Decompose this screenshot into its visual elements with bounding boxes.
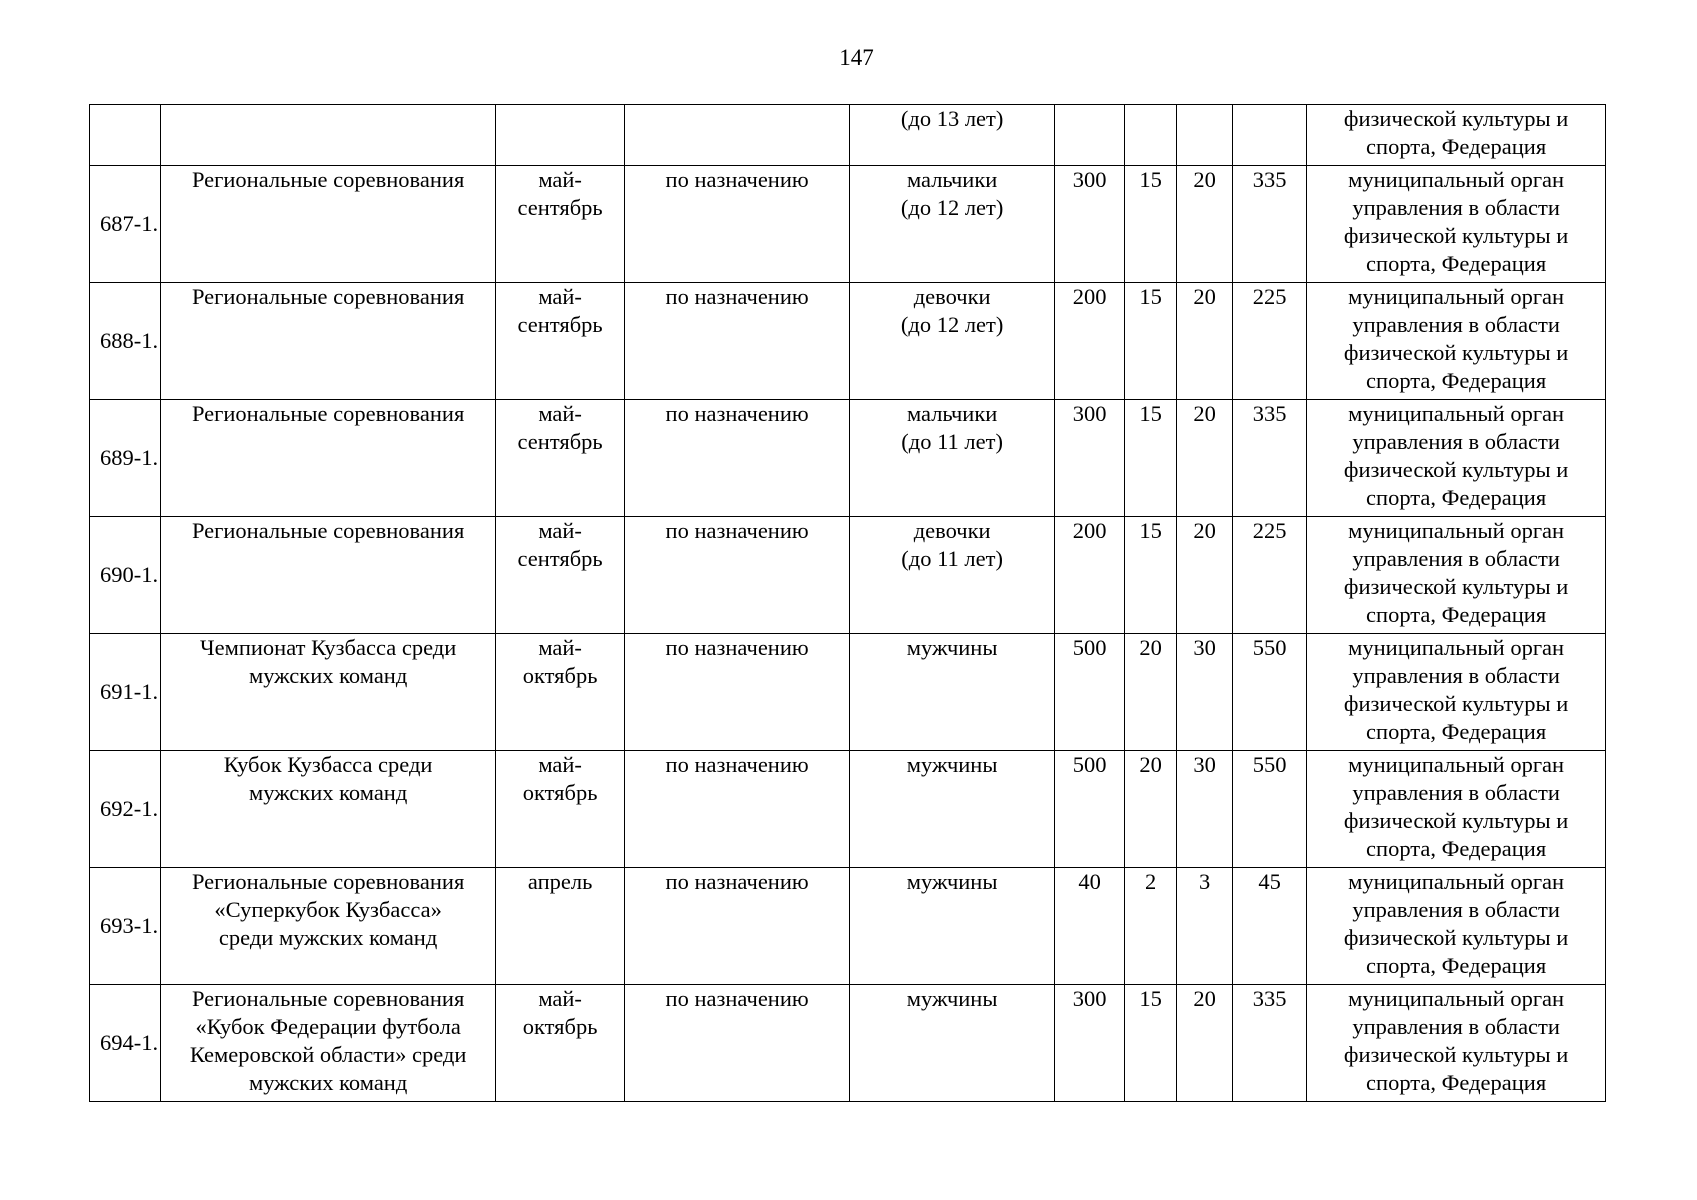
cell-num <box>90 105 161 166</box>
event-organizer <box>1307 517 1606 634</box>
name-line: Региональные соревнования <box>191 284 465 309</box>
name-line: Кубок Кузбасса среди <box>223 752 433 777</box>
event-place: по назначению <box>625 283 850 400</box>
organizer-line: спорта, Федерация <box>1366 953 1547 978</box>
organizer-line: управления в области <box>1352 897 1560 922</box>
event-period <box>496 166 625 283</box>
event-place: по назначению <box>625 400 850 517</box>
event-organizer <box>1307 283 1606 400</box>
event-period <box>496 985 625 1102</box>
count-total: 45 <box>1233 868 1307 985</box>
cell-place <box>625 105 850 166</box>
event-name <box>161 517 496 634</box>
page-number: 147 <box>839 45 874 70</box>
count-1: 300 <box>1055 400 1125 517</box>
count-3: 20 <box>1177 985 1233 1102</box>
row-number: 694-1. <box>90 985 161 1102</box>
participants-line: (до 11 лет) <box>901 546 1003 571</box>
count-3: 20 <box>1177 400 1233 517</box>
count-total: 335 <box>1233 985 1307 1102</box>
event-participants <box>850 751 1055 868</box>
participants-line: мужчины <box>906 635 998 660</box>
cell-organizer <box>1307 105 1606 166</box>
period-line: октябрь <box>522 1014 598 1039</box>
table-row-continued <box>90 105 1606 166</box>
event-place: по назначению <box>625 166 850 283</box>
organizer-line: спорта, Федерация <box>1366 485 1547 510</box>
organizer-line: муниципальный орган <box>1348 284 1565 309</box>
table-row <box>90 517 1606 634</box>
organizer-line: спорта, Федерация <box>1366 368 1547 393</box>
organizer-line: физической культуры и <box>1343 223 1569 248</box>
count-1: 500 <box>1055 634 1125 751</box>
organizer-line: физической культуры и <box>1343 340 1569 365</box>
organizer-line: муниципальный орган <box>1348 869 1565 894</box>
event-name <box>161 868 496 985</box>
organizer-line: физической культуры и <box>1343 925 1569 950</box>
event-participants <box>850 868 1055 985</box>
organizer-line: муниципальный орган <box>1348 986 1565 1011</box>
count-2: 15 <box>1125 517 1177 634</box>
event-participants <box>850 517 1055 634</box>
organizer-line: спорта, Федерация <box>1366 719 1547 744</box>
event-period <box>496 868 625 985</box>
name-line: Региональные соревнования <box>191 518 465 543</box>
event-period <box>496 283 625 400</box>
name-line: среди мужских команд <box>218 925 438 950</box>
count-2: 20 <box>1125 751 1177 868</box>
organizer-line: управления в области <box>1352 312 1560 337</box>
event-participants <box>850 985 1055 1102</box>
organizer-line: физической культуры и <box>1343 808 1569 833</box>
organizer-line: муниципальный орган <box>1348 635 1565 660</box>
name-line: Региональные соревнования <box>191 869 465 894</box>
cell-period <box>496 105 625 166</box>
participants-line: девочки <box>913 518 991 543</box>
organizer-line: муниципальный орган <box>1348 401 1565 426</box>
count-1: 500 <box>1055 751 1125 868</box>
organizer-line: управления в области <box>1352 780 1560 805</box>
name-line: Региональные соревнования <box>191 167 465 192</box>
event-name <box>161 634 496 751</box>
count-3: 30 <box>1177 751 1233 868</box>
event-period <box>496 400 625 517</box>
count-1: 40 <box>1055 868 1125 985</box>
period-line: апрель <box>527 869 593 894</box>
event-organizer <box>1307 634 1606 751</box>
table-row <box>90 985 1606 1102</box>
period-line: май- <box>538 401 582 426</box>
count-2: 15 <box>1125 985 1177 1102</box>
event-participants <box>850 283 1055 400</box>
organizer-line: управления в области <box>1352 195 1560 220</box>
event-organizer <box>1307 985 1606 1102</box>
event-participants <box>850 400 1055 517</box>
count-total: 550 <box>1233 634 1307 751</box>
event-name <box>161 751 496 868</box>
organizer-line: спорта, Федерация <box>1366 836 1547 861</box>
count-3: 20 <box>1177 517 1233 634</box>
event-participants <box>850 166 1055 283</box>
count-2: 15 <box>1125 283 1177 400</box>
count-total: 225 <box>1233 517 1307 634</box>
organizer-line: управления в области <box>1352 663 1560 688</box>
table-row <box>90 400 1606 517</box>
count-total: 335 <box>1233 166 1307 283</box>
table-row <box>90 751 1606 868</box>
period-line: май- <box>538 167 582 192</box>
cell-c3 <box>1177 105 1233 166</box>
name-line: «Кубок Федерации футбола <box>195 1014 461 1039</box>
event-place: по назначению <box>625 868 850 985</box>
table-row <box>90 868 1606 985</box>
count-total: 550 <box>1233 751 1307 868</box>
row-number: 687-1. <box>90 166 161 283</box>
organizer-line: муниципальный орган <box>1348 167 1565 192</box>
event-organizer <box>1307 400 1606 517</box>
event-place: по назначению <box>625 517 850 634</box>
row-number: 688-1. <box>90 283 161 400</box>
name-line: Региональные соревнования <box>191 401 465 426</box>
period-line: май- <box>538 284 582 309</box>
count-1: 300 <box>1055 985 1125 1102</box>
count-3: 30 <box>1177 634 1233 751</box>
organizer-line: физической культуры и <box>1343 457 1569 482</box>
organizer-line: управления в области <box>1352 1014 1560 1039</box>
row-number: 692-1. <box>90 751 161 868</box>
event-period <box>496 751 625 868</box>
cell-total <box>1233 105 1307 166</box>
organizer-line: муниципальный орган <box>1348 518 1565 543</box>
event-period <box>496 634 625 751</box>
participants-line: мужчины <box>906 869 998 894</box>
event-participants <box>850 634 1055 751</box>
count-1: 300 <box>1055 166 1125 283</box>
organizer-line: спорта, Федерация <box>1366 602 1547 627</box>
organizer-line: управления в области <box>1352 546 1560 571</box>
organizer-line: спорта, Федерация <box>1366 1070 1547 1095</box>
cell-c2 <box>1125 105 1177 166</box>
organizer-line: физической культуры и <box>1343 691 1569 716</box>
period-line: октябрь <box>522 780 598 805</box>
row-number: 689-1. <box>90 400 161 517</box>
participants-line: девочки <box>913 284 991 309</box>
organizer-line: муниципальный орган <box>1348 752 1565 777</box>
count-1: 200 <box>1055 283 1125 400</box>
event-organizer <box>1307 751 1606 868</box>
table-row <box>90 634 1606 751</box>
count-2: 15 <box>1125 400 1177 517</box>
period-line: май- <box>538 752 582 777</box>
period-line: сентябрь <box>517 429 603 454</box>
period-line: сентябрь <box>517 546 603 571</box>
period-line: сентябрь <box>517 312 603 337</box>
period-line: май- <box>538 986 582 1011</box>
event-name <box>161 283 496 400</box>
participants-line: мужчины <box>906 752 998 777</box>
count-2: 2 <box>1125 868 1177 985</box>
name-line: Чемпионат Кузбасса среди <box>200 635 457 660</box>
name-line: Кемеровской области» среди <box>189 1042 467 1067</box>
count-3: 20 <box>1177 283 1233 400</box>
count-2: 15 <box>1125 166 1177 283</box>
participants-line: мужчины <box>906 986 998 1011</box>
row-number: 693-1. <box>90 868 161 985</box>
organizer-line: физической культуры и <box>1343 1042 1569 1067</box>
period-line: май- <box>538 518 582 543</box>
event-place: по назначению <box>625 634 850 751</box>
name-line: мужских команд <box>248 1070 408 1095</box>
participants-line: мальчики <box>906 401 998 426</box>
event-name <box>161 166 496 283</box>
participants-line: (до 13 лет) <box>900 106 1004 131</box>
participants-line: (до 11 лет) <box>901 429 1003 454</box>
row-number: 691-1. <box>90 634 161 751</box>
event-name <box>161 400 496 517</box>
events-table <box>89 104 1606 1102</box>
participants-line: мальчики <box>906 167 998 192</box>
event-name <box>161 985 496 1102</box>
name-line: Региональные соревнования <box>191 986 465 1011</box>
cell-c1 <box>1055 105 1125 166</box>
event-place: по назначению <box>625 751 850 868</box>
event-period <box>496 517 625 634</box>
period-line: сентябрь <box>517 195 603 220</box>
count-1: 200 <box>1055 517 1125 634</box>
participants-line: (до 12 лет) <box>900 312 1004 337</box>
table-row <box>90 166 1606 283</box>
count-3: 20 <box>1177 166 1233 283</box>
count-total: 335 <box>1233 400 1307 517</box>
cell-name <box>161 105 496 166</box>
event-place: по назначению <box>625 985 850 1102</box>
cell-participants <box>850 105 1055 166</box>
period-line: октябрь <box>522 663 598 688</box>
participants-line: (до 12 лет) <box>900 195 1004 220</box>
row-number: 690-1. <box>90 517 161 634</box>
organizer-line: физической культуры и <box>1343 574 1569 599</box>
organizer-line: спорта, Федерация <box>1366 134 1547 159</box>
name-line: мужских команд <box>248 780 408 805</box>
period-line: май- <box>538 635 582 660</box>
organizer-line: спорта, Федерация <box>1366 251 1547 276</box>
count-total: 225 <box>1233 283 1307 400</box>
organizer-line: управления в области <box>1352 429 1560 454</box>
event-organizer <box>1307 868 1606 985</box>
name-line: «Суперкубок Кузбасса» <box>214 897 442 922</box>
table-row <box>90 283 1606 400</box>
count-2: 20 <box>1125 634 1177 751</box>
organizer-line: физической культуры и <box>1343 106 1569 131</box>
count-3: 3 <box>1177 868 1233 985</box>
name-line: мужских команд <box>248 663 408 688</box>
event-organizer <box>1307 166 1606 283</box>
